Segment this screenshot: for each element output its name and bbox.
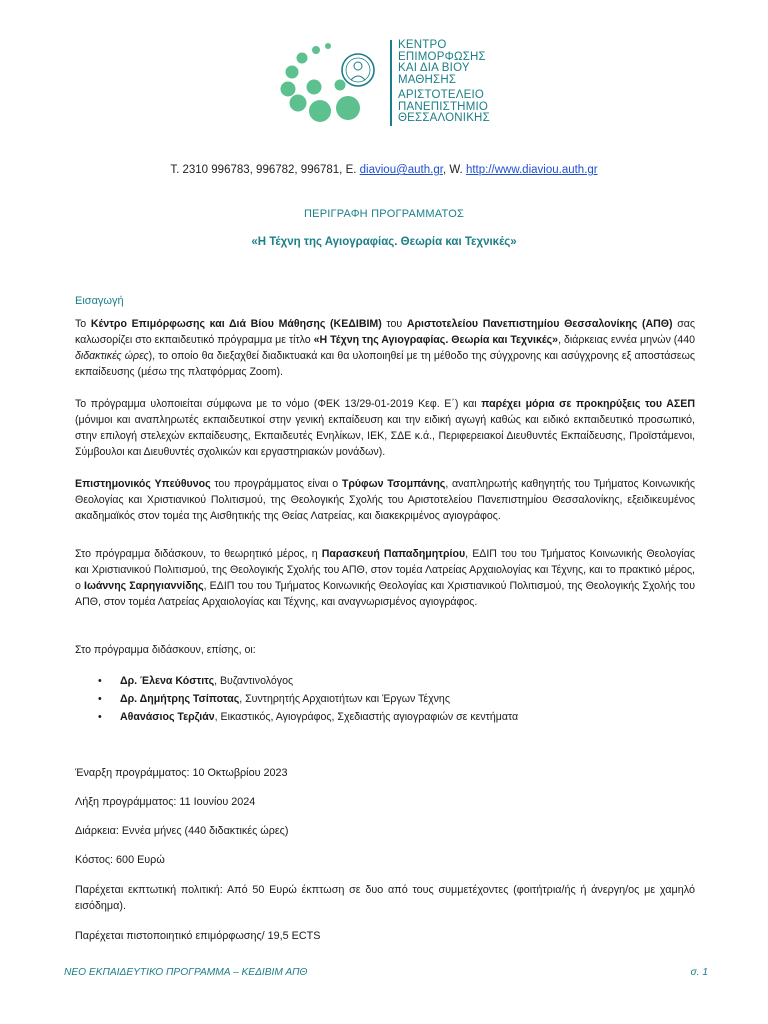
logo-line: ΚΕΝΤΡΟ xyxy=(398,39,447,51)
end-date: Λήξη προγράμματος: 11 Ιουνίου 2024 xyxy=(75,796,256,808)
intro-heading: Εισαγωγή xyxy=(75,295,124,307)
logo-line: ΘΕΣΣΑΛΟΝΙΚΗΣ xyxy=(398,112,490,124)
list-item: • Δρ. Δημήτρης Τσίποτας, Συντηρητής Αρχαιοτήτων και Έργων Τέχνης xyxy=(98,690,698,708)
section-title: ΠΕΡΙΓΡΑΦΗ ΠΡΟΓΡΑΜΜΑΤΟΣ xyxy=(304,208,464,220)
logo-line: ΚΑΙ ΔΙΑ ΒΙΟΥ xyxy=(398,62,470,74)
cost: Κόστος: 600 Ευρώ xyxy=(75,854,165,866)
contact-phone: T. 2310 996783, 996782, 996781, E. xyxy=(170,164,360,176)
scientific-lead-paragraph: Επιστημονικός Υπεύθυνος του προγράμματος είναι ο Τρύφων Τσομπάνης, αναπληρωτής καθηγητής του Τμήματος Κοινωνικής Θεολογίας και Χριστιανικού Πολιτισμού, της Θεολογικής Σχολής του Αριστοτελείου Πανεπιστημίου Θεσσαλονίκης, εξειδικευμένος ακαδημαϊκός στον τομέα της Αισθητικής της Θείας Λατρείας, και διακεκριμένος αγιογράφος. xyxy=(75,478,696,522)
program-title: «Η Τέχνη της Αγιογραφίας. Θεωρία και Τεχνικές» xyxy=(251,236,517,248)
bullet-icon: • xyxy=(98,675,102,687)
logo-line: ΜΑΘΗΣΗΣ xyxy=(398,73,457,86)
instructor-list xyxy=(98,672,698,726)
teachers-paragraph: Στο πρόγραμμα διδάσκουν, το θεωρητικό μέρος, η Παρασκευή Παπαδημητρίου, ΕΔΙΠ του του Τμήματος Κοινωνικής Θεολογίας και Χριστιανικού Πολιτισμού, της Θεολογικής Σχολής του ΑΠΘ, στον τομέα Λατρείας Αρχαιολογίας και Τέχνης, και το πρακτικό μέρος, ο Ιωάννης Σαρηγιαννίδης, ΕΔΙΠ του του Τμήματος Κοινωνικής Θεολογίας και Χριστιανικού Πολιτισμού, της Θεολογικής Σχολής του ΑΠΘ, στον τομέα Λατρείας Αρχαιολογίας και Τέχνης, και αναγνωρισμένος αγιογράφος. xyxy=(75,548,695,608)
bullet-icon: • xyxy=(98,711,102,723)
bullet-icon: • xyxy=(98,693,102,705)
website-link[interactable]: http://www.diaviou.auth.gr xyxy=(465,164,598,176)
logo-line: ΑΡΙΣΤΟΤΕΛΕΙΟ xyxy=(398,89,484,101)
also-teach-paragraph: Στο πρόγραμμα διδάσκουν, επίσης, οι: xyxy=(75,644,256,656)
discount-policy: Παρέχεται εκπτωτική πολιτική: Από 50 Ευρώ έκπτωση σε δυο από τους συμμετέχοντες (φοιτήτρια/ής ή άνεργη/ος με χαμηλό εισόδημα). xyxy=(75,884,695,912)
logo-text-university xyxy=(398,90,490,125)
list-item: • Αθανάσιος Τερζιάν, Εικαστικός, Αγιογράφος, Σχεδιαστής αγιογραφιών σε κεντήματα xyxy=(98,708,698,726)
logo-line: ΕΠΙΜΟΡΦΩΣΗΣ xyxy=(398,50,486,63)
footer-title: ΝΕΟ ΕΚΠΑΙΔΕΥΤΙΚΟ ΠΡΟΓΡΑΜΜΑ – ΚΕΔΙΒΙΜ ΑΠΘ xyxy=(64,967,308,978)
intro-paragraph: Το Κέντρο Επιμόρφωσης και Διά Βίου Μάθησης (ΚΕΔΙΒΙΜ) του Αριστοτελείου Πανεπιστημίου Θεσσαλονίκης (ΑΠΘ) σας καλωσορίζει στο εκπαιδευτικό πρόγραμμα με τίτλο «Η Τέχνη της Αγιογραφίας. Θεωρία και Τεχνικές», διάρκειας εννέα μηνών (440 διδακτικές ώρες), το οποίο θα διεξαχθεί διαδικτυακά και θα υλοποιηθεί με τη μέθοδο της σύγχρονης και ασύγχρονης εξ αποστάσεως εκπαίδευσης (μέσω της πλατφόρμας Zoom). xyxy=(75,318,696,378)
list-item: • Δρ. Έλενα Κόστιτς, Βυζαντινολόγος xyxy=(98,672,698,690)
contact-line xyxy=(0,164,768,176)
duration: Διάρκεια: Εννέα μήνες (440 διδακτικές ώρες) xyxy=(75,825,289,837)
contact-sep: , W. xyxy=(442,164,466,176)
start-date: Έναρξη προγράμματος: 10 Οκτωβρίου 2023 xyxy=(75,767,288,779)
logo-text-center xyxy=(398,40,486,86)
kedivim-logo xyxy=(278,36,518,128)
page-number: σ. 1 xyxy=(690,967,708,978)
email-link[interactable]: diaviou@auth.gr xyxy=(359,164,443,176)
certificate: Παρέχεται πιστοποιητικό επιμόρφωσης/ 19,5 ECTS xyxy=(75,930,321,942)
law-paragraph: Το πρόγραμμα υλοποιείται σύμφωνα με το νόμο (ΦΕΚ 13/29-01-2019 Κεφ. Ε΄) και παρέχει μόρια σε προκηρύξεις του ΑΣΕΠ (μόνιμοι και αναπληρωτές εκπαιδευτικοί στην γενική εκπαίδευση και την ειδική αγωγή καθώς και ειδικό εκπαιδευτικό προσωπικό, στην επιλογή στελεχών εκπαίδευσης, Εκπαιδευτές Ενηλίκων, ΙΕΚ, ΣΔΕ κ.ά., Περιφερειακοί Διευθυντές Εκπαίδευσης, Προϊστάμενοι, Σύμβουλοι και Διευθυντές σχολικών και εργαστηριακών μονάδων). xyxy=(75,398,695,458)
logo-divider xyxy=(390,40,392,126)
logo-line: ΠΑΝΕΠΙΣΤΗΜΙΟ xyxy=(398,100,489,113)
circles-logo-icon xyxy=(278,36,390,128)
